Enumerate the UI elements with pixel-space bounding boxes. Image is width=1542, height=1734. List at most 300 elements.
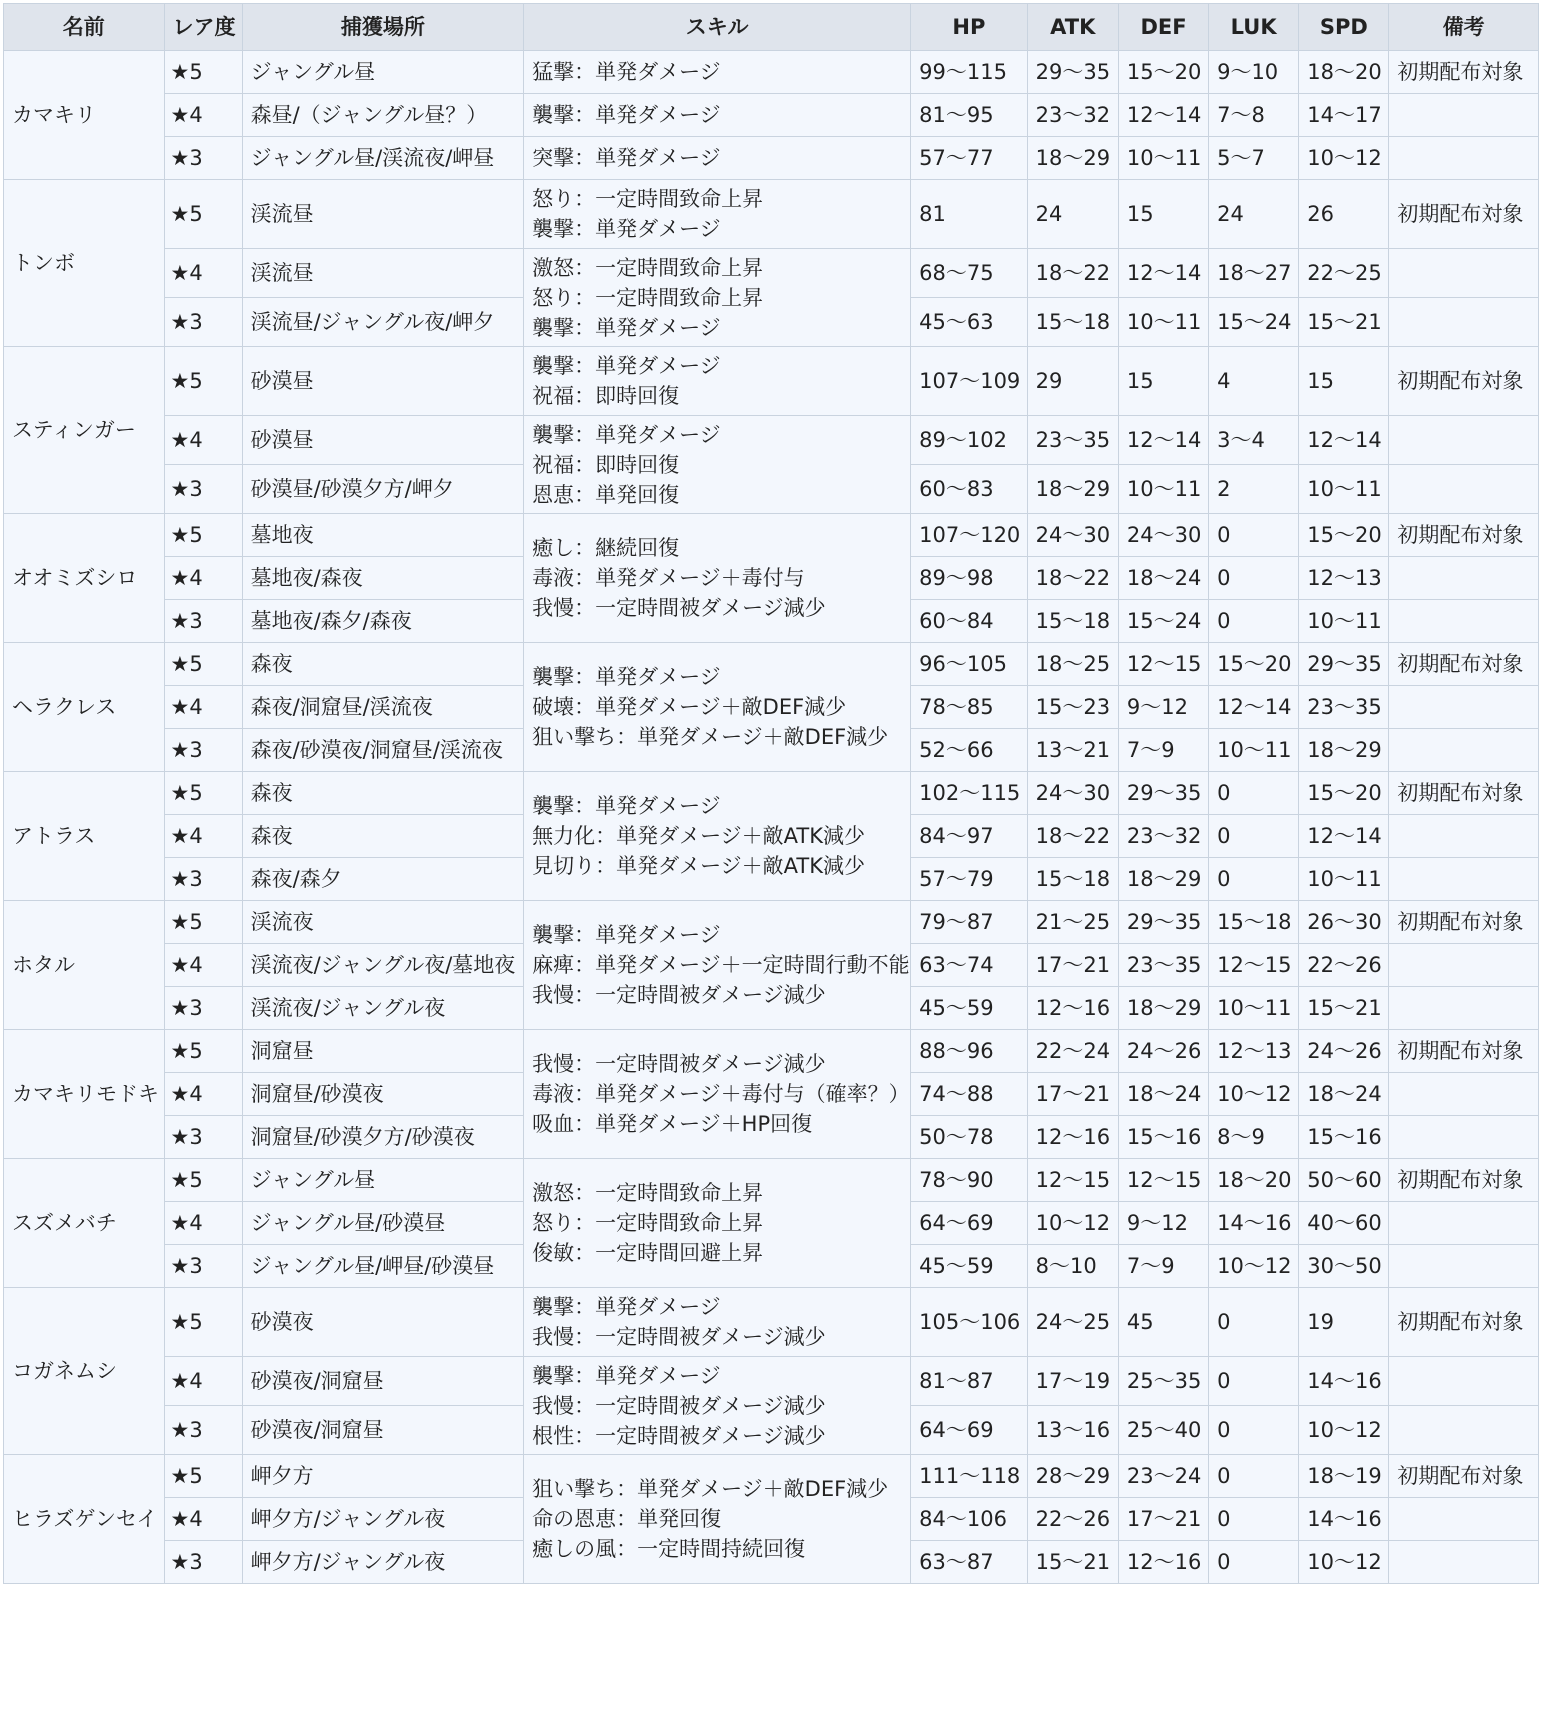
insect-name: ホタル (4, 901, 165, 1030)
table-row (4, 249, 1539, 298)
skill-cell (524, 249, 911, 347)
table-row (4, 1288, 1539, 1357)
spd-cell: 30～50 (1299, 1245, 1389, 1288)
note-cell (1389, 1541, 1539, 1584)
def-cell: 23～35 (1118, 944, 1208, 987)
note-cell (1389, 858, 1539, 901)
def-cell: 18～29 (1118, 987, 1208, 1030)
table-row (4, 1159, 1539, 1202)
def-cell: 10～11 (1118, 465, 1208, 514)
def-cell: 10～11 (1118, 298, 1208, 347)
rarity-cell: ★4 (164, 416, 242, 465)
place-cell: 渓流昼 (242, 180, 523, 249)
skill-line: 襲撃：単発ダメージ (532, 422, 721, 447)
spd-cell: 14～17 (1299, 94, 1389, 137)
note-cell (1389, 1202, 1539, 1245)
spd-cell: 12～14 (1299, 815, 1389, 858)
spd-cell: 22～25 (1299, 249, 1389, 298)
hp-cell: 63～87 (911, 1541, 1028, 1584)
atk-cell: 18～22 (1027, 557, 1118, 600)
rarity-cell: ★5 (164, 1030, 242, 1073)
note-cell (1389, 815, 1539, 858)
place-cell: ジャングル昼 (242, 51, 523, 94)
atk-cell: 23～35 (1027, 416, 1118, 465)
note-cell (1389, 1357, 1539, 1406)
spd-cell: 18～19 (1299, 1455, 1389, 1498)
atk-cell: 18～22 (1027, 249, 1118, 298)
note-cell (1389, 137, 1539, 180)
insect-name: スティンガー (4, 347, 165, 514)
atk-cell: 21～25 (1027, 901, 1118, 944)
luk-cell: 0 (1209, 1455, 1299, 1498)
atk-cell: 24～30 (1027, 772, 1118, 815)
rarity-cell: ★5 (164, 643, 242, 686)
hp-cell: 88～96 (911, 1030, 1028, 1073)
rarity-cell: ★5 (164, 347, 242, 416)
def-cell: 29～35 (1118, 901, 1208, 944)
header-luk: LUK (1209, 4, 1299, 51)
place-cell: 墓地夜/森夜 (242, 557, 523, 600)
table-row (4, 94, 1539, 137)
insect-name: アトラス (4, 772, 165, 901)
place-cell: 渓流夜/ジャングル夜 (242, 987, 523, 1030)
luk-cell: 8～9 (1209, 1116, 1299, 1159)
note-cell (1389, 987, 1539, 1030)
insect-name: スズメバチ (4, 1159, 165, 1288)
place-cell: 渓流夜 (242, 901, 523, 944)
hp-cell: 84～97 (911, 815, 1028, 858)
def-cell: 9～12 (1118, 1202, 1208, 1245)
header-def: DEF (1118, 4, 1208, 51)
skill-cell (524, 347, 911, 416)
spd-cell: 29～35 (1299, 643, 1389, 686)
skill-cell (524, 1455, 911, 1584)
place-cell: 岬夕方/ジャングル夜 (242, 1541, 523, 1584)
skill-line: 襲撃：単発ダメージ (532, 923, 721, 947)
skill-line: 我慢：一定時間被ダメージ減少 (532, 1393, 826, 1418)
luk-cell: 9～10 (1209, 51, 1299, 94)
skill-line: 見切り：単発ダメージ＋敵ATK減少 (532, 854, 865, 878)
atk-cell: 28～29 (1027, 1455, 1118, 1498)
spd-cell: 10～12 (1299, 1406, 1389, 1455)
skill-cell (524, 1030, 911, 1159)
spd-cell: 23～35 (1299, 686, 1389, 729)
place-cell: ジャングル昼 (242, 1159, 523, 1202)
spd-cell: 14～16 (1299, 1357, 1389, 1406)
table-row (4, 901, 1539, 944)
insect-name: コガネムシ (4, 1288, 165, 1455)
luk-cell: 10～12 (1209, 1073, 1299, 1116)
luk-cell: 12～14 (1209, 686, 1299, 729)
note-cell: 初期配布対象 (1389, 772, 1539, 815)
rarity-cell: ★5 (164, 514, 242, 557)
luk-cell: 4 (1209, 347, 1299, 416)
spd-cell: 10～11 (1299, 465, 1389, 514)
def-cell: 9～12 (1118, 686, 1208, 729)
rarity-cell: ★3 (164, 858, 242, 901)
luk-cell: 10～11 (1209, 729, 1299, 772)
rarity-cell: ★3 (164, 729, 242, 772)
atk-cell: 10～12 (1027, 1202, 1118, 1245)
luk-cell: 0 (1209, 514, 1299, 557)
luk-cell: 15～24 (1209, 298, 1299, 347)
skill-line: 祝福：即時回復 (532, 452, 680, 477)
skill-cell (524, 1357, 911, 1455)
def-cell: 24～26 (1118, 1030, 1208, 1073)
spd-cell: 40～60 (1299, 1202, 1389, 1245)
rarity-cell: ★4 (164, 944, 242, 987)
def-cell: 12～15 (1118, 643, 1208, 686)
rarity-cell: ★4 (164, 1498, 242, 1541)
luk-cell: 15～18 (1209, 901, 1299, 944)
spd-cell: 18～20 (1299, 51, 1389, 94)
def-cell: 10～11 (1118, 137, 1208, 180)
note-cell (1389, 944, 1539, 987)
luk-cell: 0 (1209, 1498, 1299, 1541)
header-atk: ATK (1027, 4, 1118, 51)
def-cell: 45 (1118, 1288, 1208, 1357)
atk-cell: 15～23 (1027, 686, 1118, 729)
skill-cell (524, 137, 911, 180)
place-cell: 岬夕方/ジャングル夜 (242, 1498, 523, 1541)
rarity-cell: ★4 (164, 1202, 242, 1245)
hp-cell: 45～59 (911, 1245, 1028, 1288)
skill-cell (524, 1159, 911, 1288)
rarity-cell: ★5 (164, 1159, 242, 1202)
def-cell: 15～16 (1118, 1116, 1208, 1159)
hp-cell: 74～88 (911, 1073, 1028, 1116)
rarity-cell: ★3 (164, 1541, 242, 1584)
def-cell: 18～24 (1118, 557, 1208, 600)
note-cell (1389, 94, 1539, 137)
def-cell: 23～32 (1118, 815, 1208, 858)
hp-cell: 57～79 (911, 858, 1028, 901)
atk-cell: 15～18 (1027, 600, 1118, 643)
rarity-cell: ★3 (164, 987, 242, 1030)
atk-cell: 24 (1027, 180, 1118, 249)
atk-cell: 12～16 (1027, 1116, 1118, 1159)
hp-cell: 45～63 (911, 298, 1028, 347)
note-cell: 初期配布対象 (1389, 643, 1539, 686)
skill-line: 怒り：一定時間致命上昇 (532, 187, 764, 211)
atk-cell: 15～18 (1027, 298, 1118, 347)
skill-line: 毒液：単発ダメージ＋毒付与 (532, 566, 805, 590)
note-cell (1389, 298, 1539, 347)
rarity-cell: ★4 (164, 815, 242, 858)
note-cell (1389, 557, 1539, 600)
table-row (4, 514, 1539, 557)
def-cell: 12～14 (1118, 416, 1208, 465)
skill-cell (524, 901, 911, 1030)
atk-cell: 29～35 (1027, 51, 1118, 94)
skill-cell (524, 1288, 911, 1357)
place-cell: ジャングル昼/岬昼/砂漠昼 (242, 1245, 523, 1288)
luk-cell: 0 (1209, 772, 1299, 815)
hp-cell: 81～87 (911, 1357, 1028, 1406)
skill-line: 襲撃：単発ダメージ (532, 315, 721, 340)
def-cell: 15 (1118, 347, 1208, 416)
luk-cell: 10～12 (1209, 1245, 1299, 1288)
atk-cell: 18～25 (1027, 643, 1118, 686)
def-cell: 18～29 (1118, 858, 1208, 901)
rarity-cell: ★4 (164, 686, 242, 729)
table-row (4, 1455, 1539, 1498)
hp-cell: 63～74 (911, 944, 1028, 987)
note-cell (1389, 1245, 1539, 1288)
skill-cell (524, 51, 911, 94)
hp-cell: 64～69 (911, 1406, 1028, 1455)
header-name: 名前 (4, 4, 165, 51)
def-cell: 12～14 (1118, 249, 1208, 298)
hp-cell: 78～90 (911, 1159, 1028, 1202)
atk-cell: 12～15 (1027, 1159, 1118, 1202)
hp-cell: 99～115 (911, 51, 1028, 94)
skill-line: 襲撃：単発ダメージ (532, 103, 721, 127)
atk-cell: 22～26 (1027, 1498, 1118, 1541)
luk-cell: 0 (1209, 1288, 1299, 1357)
spd-cell: 50～60 (1299, 1159, 1389, 1202)
luk-cell: 0 (1209, 1541, 1299, 1584)
rarity-cell: ★5 (164, 901, 242, 944)
skill-line: 癒しの風：一定時間持続回復 (532, 1537, 806, 1561)
spd-cell: 10～11 (1299, 858, 1389, 901)
skill-line: 我慢：一定時間被ダメージ減少 (532, 1325, 826, 1349)
rarity-cell: ★5 (164, 1455, 242, 1498)
table-row (4, 416, 1539, 465)
rarity-cell: ★5 (164, 180, 242, 249)
place-cell: ジャングル昼/渓流夜/岬昼 (242, 137, 523, 180)
insect-name: カマキリ (4, 51, 165, 180)
insect-stats-table (3, 3, 1539, 1584)
atk-cell: 18～29 (1027, 137, 1118, 180)
place-cell: ジャングル昼/砂漠昼 (242, 1202, 523, 1245)
place-cell: 森夜 (242, 815, 523, 858)
place-cell: 砂漠昼 (242, 347, 523, 416)
insect-name: トンボ (4, 180, 165, 347)
note-cell (1389, 416, 1539, 465)
luk-cell: 0 (1209, 858, 1299, 901)
atk-cell: 17～21 (1027, 1073, 1118, 1116)
skill-line: 俊敏：一定時間回避上昇 (532, 1241, 764, 1265)
note-cell (1389, 249, 1539, 298)
def-cell: 15 (1118, 180, 1208, 249)
spd-cell: 26～30 (1299, 901, 1389, 944)
spd-cell: 22～26 (1299, 944, 1389, 987)
atk-cell: 17～21 (1027, 944, 1118, 987)
place-cell: 砂漠夜/洞窟昼 (242, 1406, 523, 1455)
spd-cell: 12～13 (1299, 557, 1389, 600)
skill-line: 無力化：単発ダメージ＋敵ATK減少 (532, 824, 865, 848)
note-cell: 初期配布対象 (1389, 514, 1539, 557)
hp-cell: 64～69 (911, 1202, 1028, 1245)
spd-cell: 15～20 (1299, 772, 1389, 815)
def-cell: 25～35 (1118, 1357, 1208, 1406)
atk-cell: 12～16 (1027, 987, 1118, 1030)
def-cell: 29～35 (1118, 772, 1208, 815)
spd-cell: 15～20 (1299, 514, 1389, 557)
skill-line: 祝福：即時回復 (532, 384, 680, 408)
table-row (4, 1357, 1539, 1406)
place-cell: 森夜/森夕 (242, 858, 523, 901)
spd-cell: 10～12 (1299, 137, 1389, 180)
def-cell: 7～9 (1118, 729, 1208, 772)
rarity-cell: ★3 (164, 600, 242, 643)
hp-cell: 96～105 (911, 643, 1028, 686)
skill-line: 怒り：一定時間致命上昇 (532, 285, 764, 310)
spd-cell: 19 (1299, 1288, 1389, 1357)
header-spd: SPD (1299, 4, 1389, 51)
rarity-cell: ★5 (164, 772, 242, 815)
spd-cell: 14～16 (1299, 1498, 1389, 1541)
luk-cell: 3～4 (1209, 416, 1299, 465)
atk-cell: 17～19 (1027, 1357, 1118, 1406)
hp-cell: 79～87 (911, 901, 1028, 944)
hp-cell: 89～102 (911, 416, 1028, 465)
place-cell: 洞窟昼/砂漠夜 (242, 1073, 523, 1116)
luk-cell: 7～8 (1209, 94, 1299, 137)
note-cell (1389, 729, 1539, 772)
luk-cell: 0 (1209, 815, 1299, 858)
note-cell: 初期配布対象 (1389, 901, 1539, 944)
luk-cell: 0 (1209, 600, 1299, 643)
place-cell: 森夜/洞窟昼/渓流夜 (242, 686, 523, 729)
hp-cell: 78～85 (911, 686, 1028, 729)
note-cell (1389, 1406, 1539, 1455)
atk-cell: 23～32 (1027, 94, 1118, 137)
spd-cell: 15 (1299, 347, 1389, 416)
hp-cell: 105～106 (911, 1288, 1028, 1357)
atk-cell: 18～22 (1027, 815, 1118, 858)
def-cell: 12～15 (1118, 1159, 1208, 1202)
skill-line: 破壊：単発ダメージ＋敵DEF減少 (532, 695, 847, 719)
hp-cell: 89～98 (911, 557, 1028, 600)
skill-line: 癒し：継続回復 (532, 536, 680, 560)
luk-cell: 12～13 (1209, 1030, 1299, 1073)
spd-cell: 24～26 (1299, 1030, 1389, 1073)
place-cell: 森夜/砂漠夜/洞窟昼/渓流夜 (242, 729, 523, 772)
insect-name: オオミズシロ (4, 514, 165, 643)
spd-cell: 15～16 (1299, 1116, 1389, 1159)
rarity-cell: ★5 (164, 51, 242, 94)
place-cell: 洞窟昼 (242, 1030, 523, 1073)
hp-cell: 81～95 (911, 94, 1028, 137)
note-cell: 初期配布対象 (1389, 347, 1539, 416)
atk-cell: 22～24 (1027, 1030, 1118, 1073)
header-rarity: レア度 (164, 4, 242, 51)
rarity-cell: ★3 (164, 137, 242, 180)
rarity-cell: ★3 (164, 298, 242, 347)
place-cell: 森夜 (242, 643, 523, 686)
rarity-cell: ★3 (164, 465, 242, 514)
skill-line: 怒り：一定時間致命上昇 (532, 1211, 764, 1235)
rarity-cell: ★4 (164, 249, 242, 298)
note-cell: 初期配布対象 (1389, 1288, 1539, 1357)
skill-line: 我慢：一定時間被ダメージ減少 (532, 983, 826, 1007)
place-cell: 岬夕方 (242, 1455, 523, 1498)
table-row (4, 180, 1539, 249)
def-cell: 15～20 (1118, 51, 1208, 94)
luk-cell: 0 (1209, 1406, 1299, 1455)
skill-line: 狙い撃ち：単発ダメージ＋敵DEF減少 (532, 1477, 889, 1501)
hp-cell: 84～106 (911, 1498, 1028, 1541)
def-cell: 15～24 (1118, 600, 1208, 643)
skill-line: 吸血：単発ダメージ＋HP回復 (532, 1112, 813, 1136)
place-cell: 墓地夜 (242, 514, 523, 557)
skill-line: 突撃：単発ダメージ (532, 146, 721, 170)
skill-line: 我慢：一定時間被ダメージ減少 (532, 596, 826, 620)
skill-line: 襲撃：単発ダメージ (532, 1295, 721, 1319)
def-cell: 17～21 (1118, 1498, 1208, 1541)
place-cell: 洞窟昼/砂漠夕方/砂漠夜 (242, 1116, 523, 1159)
rarity-cell: ★4 (164, 1357, 242, 1406)
note-cell (1389, 1498, 1539, 1541)
insect-name: カマキリモドキ (4, 1030, 165, 1159)
table-row (4, 643, 1539, 686)
note-cell (1389, 1073, 1539, 1116)
luk-cell: 0 (1209, 557, 1299, 600)
def-cell: 7～9 (1118, 1245, 1208, 1288)
hp-cell: 45～59 (911, 987, 1028, 1030)
place-cell: 砂漠夜 (242, 1288, 523, 1357)
rarity-cell: ★4 (164, 94, 242, 137)
atk-cell: 24～25 (1027, 1288, 1118, 1357)
skill-line: 麻痺：単発ダメージ＋一定時間行動不能 (532, 953, 910, 977)
spd-cell: 10～12 (1299, 1541, 1389, 1584)
place-cell: 渓流昼/ジャングル夜/岬夕 (242, 298, 523, 347)
spd-cell: 10～11 (1299, 600, 1389, 643)
note-cell: 初期配布対象 (1389, 180, 1539, 249)
rarity-cell: ★3 (164, 1245, 242, 1288)
hp-cell: 107～120 (911, 514, 1028, 557)
table-row (4, 51, 1539, 94)
header-skill: スキル (524, 4, 911, 51)
rarity-cell: ★4 (164, 557, 242, 600)
skill-line: 根性：一定時間被ダメージ減少 (532, 1423, 826, 1448)
hp-cell: 81 (911, 180, 1028, 249)
atk-cell: 15～18 (1027, 858, 1118, 901)
def-cell: 18～24 (1118, 1073, 1208, 1116)
def-cell: 25～40 (1118, 1406, 1208, 1455)
atk-cell: 13～21 (1027, 729, 1118, 772)
skill-line: 我慢：一定時間被ダメージ減少 (532, 1052, 826, 1076)
luk-cell: 14～16 (1209, 1202, 1299, 1245)
spd-cell: 12～14 (1299, 416, 1389, 465)
skill-line: 命の恩恵：単発回復 (532, 1507, 722, 1531)
hp-cell: 107～109 (911, 347, 1028, 416)
hp-cell: 68～75 (911, 249, 1028, 298)
spd-cell: 18～24 (1299, 1073, 1389, 1116)
skill-line: 猛撃：単発ダメージ (532, 60, 721, 84)
skill-line: 恩恵：単発回復 (532, 482, 680, 507)
hp-cell: 111～118 (911, 1455, 1028, 1498)
luk-cell: 0 (1209, 1357, 1299, 1406)
rarity-cell: ★5 (164, 1288, 242, 1357)
table-row (4, 1030, 1539, 1073)
note-cell: 初期配布対象 (1389, 1455, 1539, 1498)
skill-line: 激怒：一定時間致命上昇 (532, 1181, 764, 1205)
note-cell (1389, 1116, 1539, 1159)
def-cell: 23～24 (1118, 1455, 1208, 1498)
luk-cell: 10～11 (1209, 987, 1299, 1030)
atk-cell: 18～29 (1027, 465, 1118, 514)
spd-cell: 15～21 (1299, 987, 1389, 1030)
table-row (4, 772, 1539, 815)
table-row (4, 137, 1539, 180)
header-row (4, 4, 1539, 51)
skill-line: 襲撃：単発ダメージ (532, 354, 721, 378)
insect-name: ヒラズゲンセイ (4, 1455, 165, 1584)
note-cell (1389, 465, 1539, 514)
